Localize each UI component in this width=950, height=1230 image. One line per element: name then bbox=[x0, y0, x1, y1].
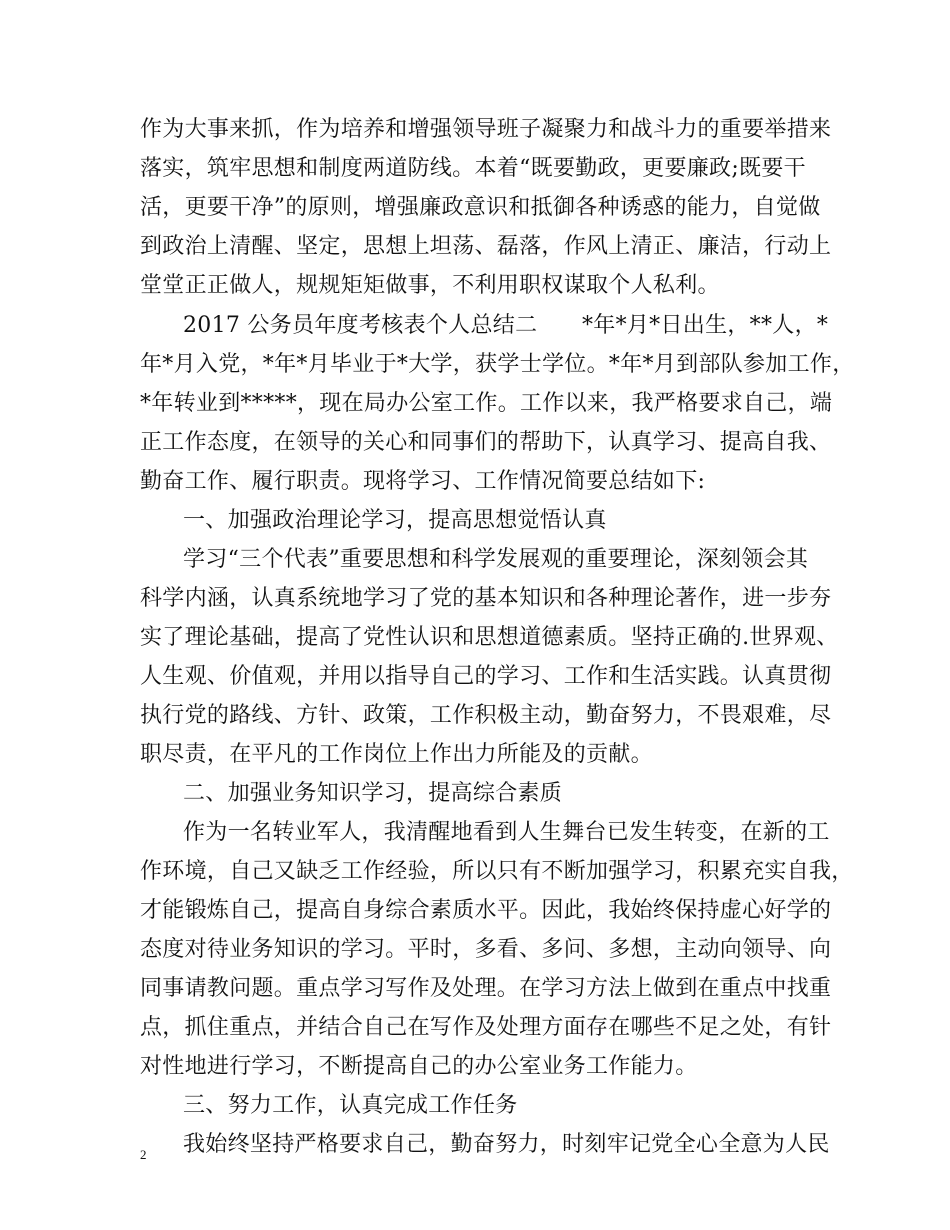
body-text-line: 才能锻炼自己，提高自身综合素质水平。因此，我始终保持虚心好学的 bbox=[140, 898, 832, 923]
body-text-line: 执行党的路线、方针、政策，工作积极主动，勤奋努力，不畏艰难，尽 bbox=[140, 703, 832, 728]
body-text-line: 科学内涵，认真系统地学习了党的基本知识和各种理论著作，进一步夯 bbox=[140, 586, 832, 611]
body-text-line: 职尽责，在平凡的工作岗位上作出力所能及的贡献。 bbox=[140, 742, 653, 767]
body-text-line: 正工作态度，在领导的关心和同事们的帮助下，认真学习、提高自我、 bbox=[140, 430, 832, 455]
body-text-line: 落实，筑牢思想和制度两道防线。本着“既要勤政，更要廉政;既要干 bbox=[140, 156, 806, 181]
page-number: 2 bbox=[140, 1147, 147, 1162]
body-text-line: 活，更要干净”的原则，增强廉政意识和抵御各种诱惑的能力，自觉做 bbox=[140, 195, 821, 220]
body-text-line: 到政治上清醒、坚定，思想上坦荡、磊落，作风上清正、廉洁，行动上 bbox=[140, 234, 832, 259]
body-text-line: 我始终坚持严格要求自己，勤奋努力，时刻牢记党全心全意为人民 bbox=[183, 1132, 830, 1157]
body-text-line: 作为大事来抓，作为培养和增强领导班子凝聚力和战斗力的重要举措来 bbox=[140, 117, 832, 142]
body-text-line: 堂堂正正做人，规规矩矩做事，不利用职权谋取个人私利。 bbox=[140, 273, 720, 298]
body-text-line: 同事请教问题。重点学习写作及处理。在学习方法上做到在重点中找重 bbox=[140, 976, 832, 1001]
section-heading-2: 二、加强业务知识学习，提高综合素质 bbox=[183, 781, 563, 806]
body-text-line: 作为一名转业军人，我清醒地看到人生舞台已发生转变，在新的工 bbox=[183, 820, 830, 845]
body-text-line: 态度对待业务知识的学习。平时，多看、多问、多想，主动向领导、向 bbox=[140, 937, 832, 962]
body-text-line: 人生观、价值观，并用以指导自己的学习、工作和生活实践。认真贯彻 bbox=[140, 664, 832, 689]
body-text-line: *年转业到*****，现在局办公室工作。工作以来，我严格要求自己，端 bbox=[140, 391, 833, 416]
body-text-line: 勤奋工作、履行职责。现将学习、工作情况简要总结如下: bbox=[140, 469, 706, 494]
summary-heading-line: 2017 公务员年度考核表个人总结二 *年*月*日出生，**人，* bbox=[183, 313, 829, 338]
body-text-line: 作环境，自己又缺乏工作经验，所以只有不断加强学习，积累充实自我， bbox=[140, 859, 854, 884]
body-text-line: 学习“三个代表”重要思想和科学发展观的重要理论，深刻领会其 bbox=[183, 547, 809, 572]
body-text-line: 对性地进行学习，不断提高自己的办公室业务工作能力。 bbox=[140, 1054, 698, 1079]
body-text-line: 点，抓住重点，并结合自己在写作及处理方面存在哪些不足之处，有针 bbox=[140, 1015, 832, 1040]
section-heading-1: 一、加强政治理论学习，提高思想觉悟认真 bbox=[183, 508, 607, 533]
body-text-line: 实了理论基础，提高了党性认识和思想道德素质。坚持正确的.世界观、 bbox=[140, 625, 839, 650]
body-text-line: 年*月入党，*年*月毕业于*大学，获学士学位。*年*月到部队参加工作， bbox=[140, 352, 855, 377]
section-heading-3: 三、努力工作，认真完成工作任务 bbox=[183, 1093, 518, 1118]
